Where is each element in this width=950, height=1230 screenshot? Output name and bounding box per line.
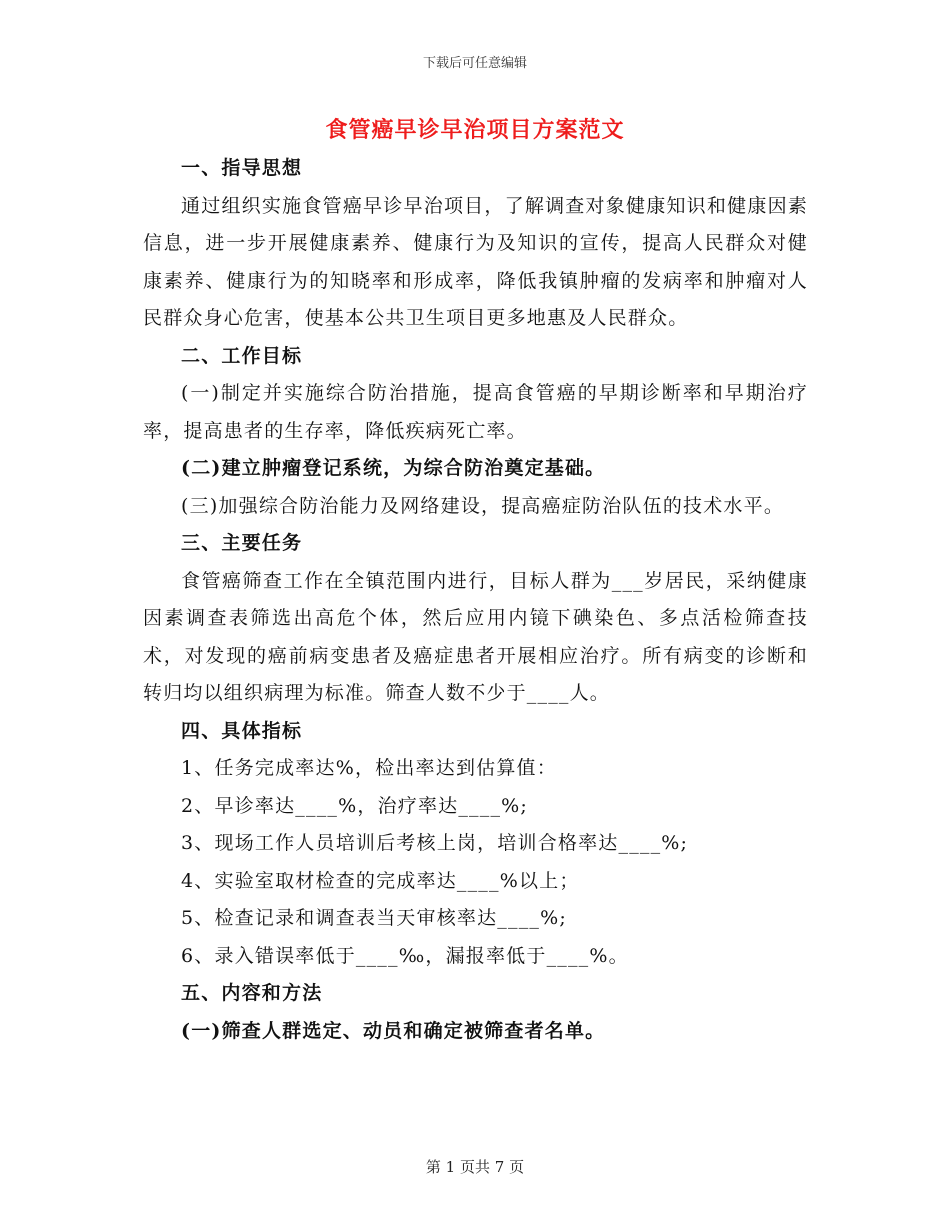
- indicator-item-1: 1、任务完成率达%，检出率达到估算值：: [181, 757, 557, 779]
- indicator-item-4: 4、实验室取材检查的完成率达____%以上；: [181, 869, 580, 892]
- section-1-paragraph: 通过组织实施食管癌早诊早治项目，了解调查对象健康知识和健康因素信息，进一步开展健康素养、健康行为及知识的宣传，提高人民群众对健康素养、健康行为的知晓率和形成率，降低我镇肿瘤的发病率和肿瘤对人民群众身心危害，使基本公共卫生项目更多地惠及人民群众。: [143, 194, 808, 329]
- section-heading-2: 二、工作目标: [181, 344, 303, 367]
- section-heading-3: 三、主要任务: [181, 532, 303, 554]
- indicator-item-3: 3、现场工作人员培训后考核上岗，培训合格率达____%;: [181, 832, 689, 854]
- document-body: [143, 150, 808, 1050]
- goal-item-1: (一)制定并实施综合防治措施，提高食管癌的早期诊断率和早期治疗率，提高患者的生存率，降低疾病死亡率。: [143, 382, 808, 442]
- page-footer: 第 1 页共 7 页: [425, 1158, 525, 1176]
- section-heading-4: 四、具体指标: [181, 719, 303, 742]
- section-heading-1: 一、指导思想: [181, 157, 303, 179]
- document-title: 食管癌早诊早治项目方案范文: [325, 117, 625, 143]
- indicator-item-5: 5、检查记录和调查表当天审核率达____%;: [181, 907, 567, 929]
- section-3-paragraph: 食管癌筛查工作在全镇范围内进行，目标人群为___岁居民，采纳健康因素调查表筛选出高危个体，然后应用内镜下碘染色、多点活检筛查技术，对发现的癌前病变患者及癌症患者开展相应治疗。所有病变的诊断和转归均以组织病理为标准。筛查人数不少于____人。: [143, 569, 808, 704]
- goal-item-2: (二)建立肿瘤登记系统，为综合防治奠定基础。: [181, 457, 606, 479]
- indicator-item-2: 2、早诊率达____%，治疗率达____%;: [181, 794, 528, 817]
- goal-item-3: (三)加强综合防治能力及网络建设，提高癌症防治队伍的技术水平。: [181, 494, 785, 517]
- section-heading-5: 五、内容和方法: [181, 982, 323, 1004]
- header-note: 下载后可任意编辑: [422, 56, 527, 71]
- indicator-item-6: 6、录入错误率低于____‰，漏报率低于____%。: [181, 944, 629, 967]
- section-5-subheading-1: (一)筛查人群选定、动员和确定被筛查者名单。: [181, 1019, 606, 1042]
